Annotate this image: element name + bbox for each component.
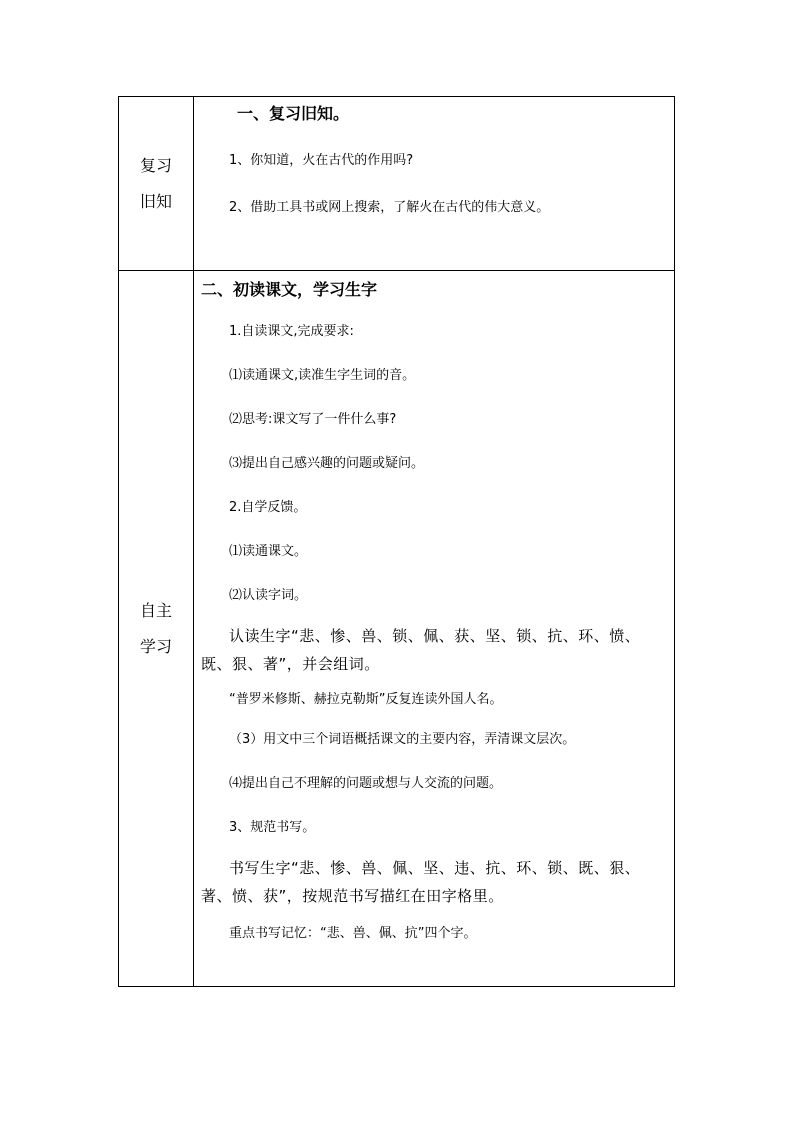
section-self-study-content <box>194 271 675 987</box>
text-line: ⑷提出自己不理解的问题或想与人交流的问题。 <box>229 776 503 791</box>
text-line: 1.自读课文,完成要求: <box>229 324 354 339</box>
text-line: ⑵思考:课文写了一件什么事? <box>229 412 397 427</box>
section-review-row <box>119 97 675 271</box>
text-line: （3）用文中三个词语概括课文的主要内容，弄清课文层次。 <box>229 732 576 747</box>
section-review-content <box>194 97 675 271</box>
text-line: “普罗米修斯、赫拉克勒斯”反复连读外国人名。 <box>229 692 503 707</box>
section-self-study-label <box>119 271 194 987</box>
text-line: 2、借助工具书或网上搜索，了解火在古代的伟大意义。 <box>229 200 550 215</box>
lesson-plan-table <box>118 96 675 987</box>
label-line: 旧知 <box>139 191 172 211</box>
text-line: ⑵认读字词。 <box>229 588 308 603</box>
text-line: 2.自学反馈。 <box>229 500 307 515</box>
label-line: 复习 <box>139 155 172 175</box>
section-review-label <box>119 97 194 271</box>
paragraph: 认读生字“悲、惨、兽、锁、佩、获、坚、锁、抗、环、愤、既、狠、著”，并会组词。 <box>201 627 641 673</box>
label-line: 学习 <box>139 636 172 656</box>
text-line: ⑴读通课文。 <box>229 544 308 559</box>
section-heading: 一、复习旧知。 <box>237 104 350 123</box>
text-line: 重点书写记忆：“悲、兽、佩、抗”四个字。 <box>229 926 477 941</box>
text-line: ⑴读通课文,读准生字生词的音。 <box>229 368 416 383</box>
section-heading: 二、初读课文，学习生字 <box>201 280 378 299</box>
text-line: 1、你知道，火在古代的作用吗? <box>229 153 414 168</box>
paragraph: 书写生字“悲、惨、兽、佩、坚、违、抗、环、锁、既、狠、著、愤、获”，按规范书写描红在田字格里。 <box>201 859 641 905</box>
text-line: ⑶提出自己感兴趣的问题或疑问。 <box>229 456 425 471</box>
section-self-study-row <box>119 271 675 987</box>
text-line: 3、规范书写。 <box>229 820 316 835</box>
label-line: 自主 <box>139 600 172 620</box>
